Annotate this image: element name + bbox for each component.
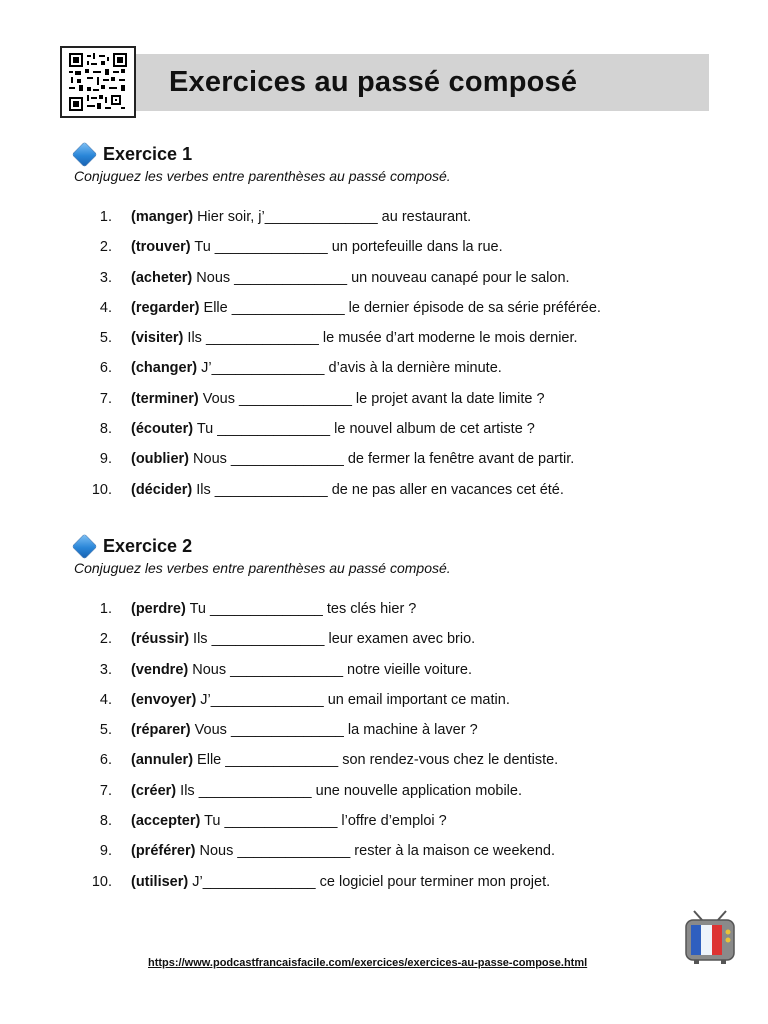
item-verb: (trouver) [131, 239, 191, 256]
item-sentence: J’______________ un email important ce matin. [196, 691, 510, 708]
exercise-1-heading: Exercice 1 [103, 143, 193, 164]
exercise-2-section [72, 534, 712, 890]
blue-diamond-icon [72, 534, 96, 558]
item-verb: (vendre) [131, 661, 189, 678]
exercise-2-heading: Exercice 2 [103, 535, 193, 556]
item-text [131, 390, 545, 408]
item-number: 3. [99, 269, 112, 286]
item-number: 5. [99, 722, 112, 739]
item-verb: (manger) [131, 209, 194, 225]
item-sentence: Hier soir, j’______________ au restaurant. [193, 209, 472, 225]
item-verb: (accepter) [131, 813, 201, 830]
item-sentence: Tu ______________ l’offre d’emploi ? [200, 813, 447, 830]
item-verb: (réparer) [131, 722, 191, 739]
item-number: 7. [99, 782, 112, 799]
item-sentence: Nous ______________ un nouveau canapé pour le salon. [192, 269, 570, 286]
item-sentence: Vous ______________ la machine à laver ? [190, 722, 478, 739]
item-sentence: Vous ______________ le projet avant la date limite ? [198, 390, 545, 407]
blue-diamond-icon [72, 142, 96, 166]
item-text [131, 359, 502, 377]
item-number: 1. [99, 209, 112, 225]
item-text [131, 812, 447, 830]
item-number: 4. [99, 691, 112, 708]
item-number: 6. [99, 752, 112, 769]
item-sentence: Tu ______________ le nouvel album de cet artiste ? [193, 421, 535, 438]
item-sentence: Ils ______________ une nouvelle application mobile. [176, 782, 522, 799]
item-number: 1. [99, 601, 112, 617]
item-text [131, 299, 601, 317]
item-text [131, 238, 503, 256]
item-sentence: Ils ______________ leur examen avec brio. [189, 631, 476, 648]
item-verb: (préférer) [131, 843, 196, 860]
item-text [131, 630, 475, 648]
qr-code-icon [60, 46, 136, 118]
item-sentence: Tu ______________ un portefeuille dans la rue. [190, 239, 503, 256]
item-sentence: Elle ______________ son rendez-vous chez le dentiste. [193, 752, 559, 769]
exercise-2-header [72, 534, 712, 558]
item-number: 10. [91, 481, 112, 498]
tv-logo-icon [680, 908, 740, 968]
item-number: 6. [99, 360, 112, 377]
item-text [131, 782, 522, 800]
item-text [131, 208, 471, 226]
item-verb: (utiliser) [131, 873, 189, 890]
item-verb: (terminer) [131, 390, 199, 407]
item-number: 2. [99, 239, 112, 256]
item-sentence: J’______________ d’avis à la dernière minute. [197, 360, 502, 377]
page-title: Exercices au passé composé [169, 66, 578, 98]
item-verb: (envoyer) [131, 691, 197, 708]
item-text [131, 721, 478, 739]
item-verb: (créer) [131, 782, 177, 799]
item-verb: (annuler) [131, 752, 194, 769]
item-text [131, 691, 510, 709]
item-text [131, 481, 564, 499]
source-link[interactable]: https://www.podcastfrancaisfacile.com/exercices/exercices-au-passe-compose.html [148, 957, 588, 969]
item-verb: (acheter) [131, 269, 193, 286]
item-number: 5. [99, 330, 112, 347]
item-text [131, 873, 550, 891]
item-number: 9. [99, 451, 112, 468]
item-number: 10. [91, 873, 112, 890]
item-number: 2. [99, 631, 112, 648]
item-verb: (perdre) [131, 601, 186, 617]
item-text [131, 269, 570, 287]
item-verb: (réussir) [131, 631, 190, 648]
item-sentence: Nous ______________ rester à la maison ce weekend. [195, 843, 555, 860]
item-text [131, 751, 558, 769]
item-sentence: Elle ______________ le dernier épisode de sa série préférée. [199, 299, 601, 316]
item-number: 8. [99, 813, 112, 830]
item-text [131, 329, 578, 347]
exercise-2-instruction: Conjuguez les verbes entre parenthèses au passé composé. [74, 560, 451, 576]
item-sentence: Nous ______________ de fermer la fenêtre avant de partir. [189, 451, 575, 468]
item-number: 7. [99, 390, 112, 407]
title-bar [136, 54, 709, 111]
item-number: 9. [99, 843, 112, 860]
item-text [131, 420, 535, 438]
item-text [131, 661, 472, 679]
exercise-1-section [72, 142, 712, 498]
item-text [131, 842, 555, 860]
item-text [131, 600, 416, 618]
item-sentence: Ils ______________ de ne pas aller en vacances cet été. [192, 481, 564, 498]
item-verb: (oublier) [131, 451, 189, 468]
item-text [131, 450, 574, 468]
exercise-1-header [72, 142, 712, 166]
item-verb: (regarder) [131, 299, 200, 316]
item-verb: (écouter) [131, 421, 194, 438]
item-sentence: Nous ______________ notre vieille voiture. [188, 661, 472, 678]
item-number: 3. [99, 661, 112, 678]
item-verb: (changer) [131, 360, 198, 377]
item-number: 8. [99, 421, 112, 438]
item-verb: (décider) [131, 481, 193, 498]
item-sentence: Tu ______________ tes clés hier ? [185, 601, 417, 617]
item-sentence: Ils ______________ le musée d’art moderne le mois dernier. [183, 330, 578, 347]
exercise-1-instruction: Conjuguez les verbes entre parenthèses au passé composé. [74, 168, 451, 184]
item-verb: (visiter) [131, 330, 184, 347]
item-number: 4. [99, 299, 112, 316]
item-sentence: J’______________ ce logiciel pour terminer mon projet. [188, 873, 551, 890]
